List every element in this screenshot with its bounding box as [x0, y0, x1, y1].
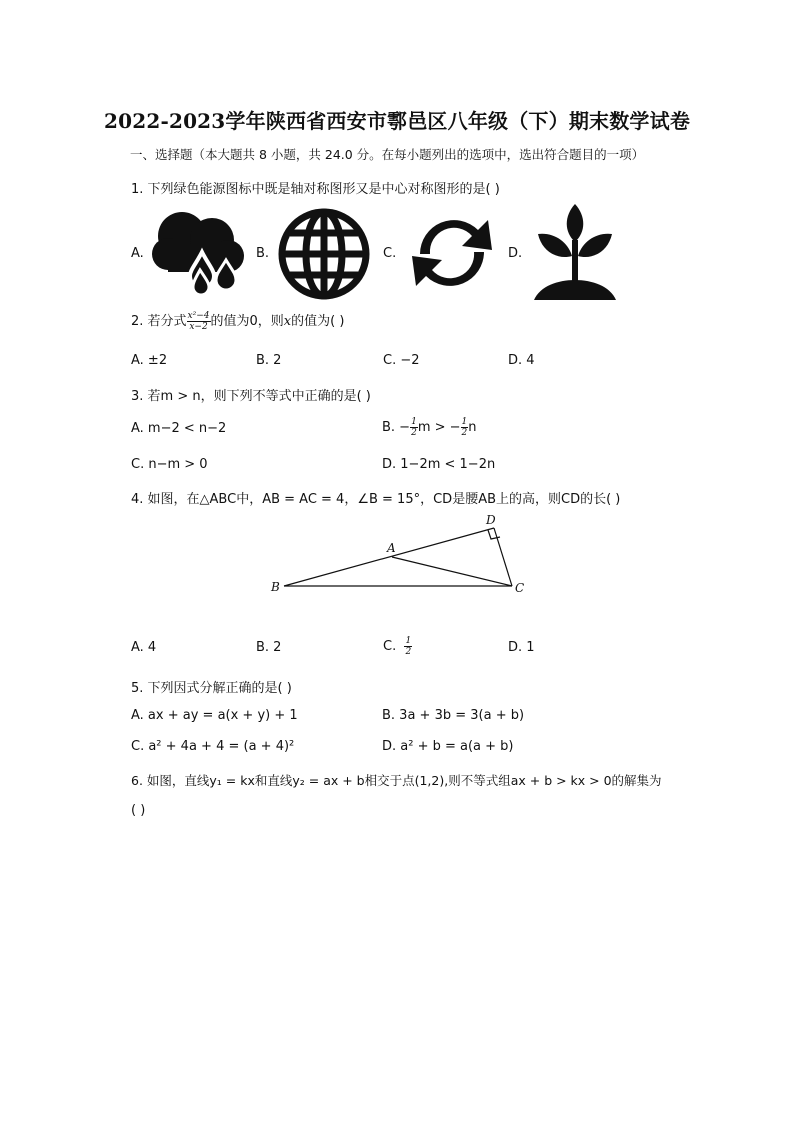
- triangle-figure: [262, 510, 537, 602]
- q2-option-b: B. 2: [256, 353, 282, 368]
- q4-c-letter: C.: [383, 639, 397, 654]
- q2-option-a: A. ±2: [131, 353, 168, 368]
- plant-sprout-icon: [530, 202, 620, 302]
- question-1-stem: 1. 下列绿色能源图标中既是轴对称图形又是中心对称图形的是( ): [131, 182, 500, 197]
- q2-option-c: C. −2: [383, 353, 420, 368]
- line-bd: [284, 528, 494, 586]
- question-2-stem: [131, 310, 344, 332]
- label-a: A: [387, 541, 396, 555]
- q3-b-mid: m > −: [417, 420, 461, 435]
- question-6-continuation: ( ): [131, 803, 146, 818]
- q1-option-c-label: C.: [383, 246, 397, 261]
- q3-option-c: C. n−m > 0: [131, 457, 208, 472]
- q3-b-fraction-1: [410, 417, 418, 438]
- q2-prefix: 2. 若分式: [131, 314, 187, 329]
- q4-option-b: B. 2: [256, 640, 282, 655]
- line-dc: [494, 528, 512, 586]
- section-heading: 一、选择题（本大题共 8 小题，共 24.0 分。在每小题列出的选项中，选出符合题目的一项）: [130, 147, 645, 162]
- label-b: B: [271, 580, 280, 594]
- q3-b-frac1-num: 1: [411, 417, 417, 427]
- q5-option-a: A. ax + ay = a(x + y) + 1: [131, 708, 298, 723]
- question-4-stem: 4. 如图，在△ABC中，AB = AC = 4，∠B = 15°，CD是腰AB上的高，则CD的长( ): [131, 492, 621, 507]
- q4-c-frac-num: 1: [405, 636, 412, 646]
- q1-option-d-label: D.: [508, 246, 523, 261]
- exam-title: 2022-2023学年陕西省西安市鄠邑区八年级（下）期末数学试卷: [103, 109, 691, 133]
- question-3-stem: 3. 若m > n，则下列不等式中正确的是( ): [131, 389, 371, 404]
- q4-c-frac-den: 2: [405, 647, 412, 657]
- q2-suffix: 的值为( ): [291, 314, 345, 329]
- q5-option-d: D. a² + b = a(a + b): [382, 739, 514, 754]
- q5-option-b: B. 3a + 3b = 3(a + b): [382, 708, 525, 723]
- q4-c-fraction: [404, 636, 412, 657]
- right-angle-mark: [488, 530, 500, 539]
- q2-frac-denominator: x−2: [189, 322, 208, 332]
- q2-variable: x: [283, 314, 292, 329]
- q1-option-b-label: B.: [256, 246, 270, 261]
- q2-fraction: [187, 311, 211, 332]
- q4-option-d: D. 1: [508, 640, 535, 655]
- q4-option-c: [383, 636, 412, 657]
- rain-cloud-icon: [148, 204, 248, 300]
- globe-icon: [276, 206, 372, 302]
- q2-option-d: D. 4: [508, 353, 535, 368]
- q4-option-a: A. 4: [131, 640, 157, 655]
- question-6-stem: 6. 如图，直线y₁ = kx和直线y₂ = ax + b相交于点(1,2),则不等式组ax + b > kx > 0的解集为: [131, 773, 662, 788]
- q3-option-d: D. 1−2m < 1−2n: [382, 457, 496, 472]
- q3-b-end: n: [468, 420, 477, 435]
- label-c: C: [515, 581, 525, 595]
- q3-b-frac2-num: 1: [461, 417, 468, 427]
- q2-mid: 的值为0，则: [210, 314, 284, 329]
- q3-b-frac1-den: 2: [411, 428, 417, 438]
- q3-b-frac2-den: 2: [461, 428, 468, 438]
- q2-frac-numerator: x²−4: [187, 311, 210, 321]
- q3-option-a: A. m−2 < n−2: [131, 421, 227, 436]
- q3-b-letter: B. −: [382, 420, 411, 435]
- question-5-stem: 5. 下列因式分解正确的是( ): [131, 681, 292, 696]
- label-d: D: [486, 513, 496, 527]
- line-ac: [392, 557, 512, 586]
- q1-option-a-label: A.: [131, 246, 144, 261]
- q3-option-b: [382, 417, 477, 438]
- q5-option-c: C. a² + 4a + 4 = (a + 4)²: [131, 739, 295, 754]
- recycle-arrows-icon: [400, 206, 504, 300]
